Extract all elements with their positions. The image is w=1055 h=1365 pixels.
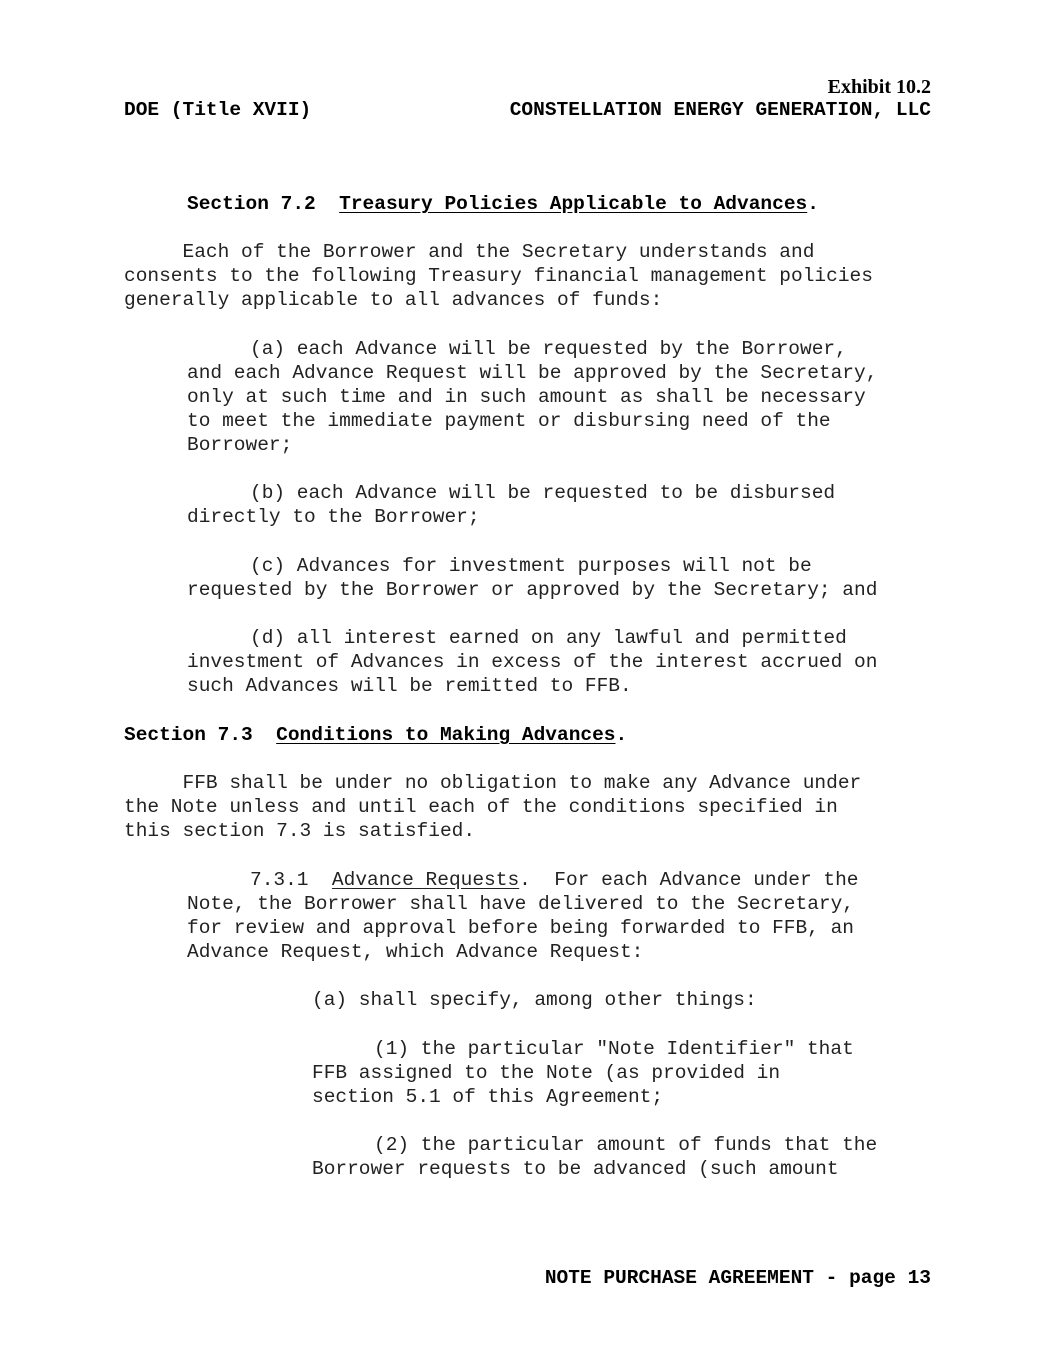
item-a-line: and each Advance Request will be approved by the Secretary, [187, 362, 878, 384]
subsection-7-3-1-line: Advance Request, which Advance Request: [187, 941, 644, 963]
section-7-2-number: Section 7.2 [187, 193, 316, 215]
section-7-2-heading: Section 7.2 Treasury Policies Applicable to Advances. [187, 193, 819, 215]
item-d-line: investment of Advances in excess of the interest accrued on [187, 651, 878, 673]
section-7-2-intro-line: generally applicable to all advances of funds: [124, 289, 663, 311]
item-d-line: such Advances will be remitted to FFB. [187, 675, 632, 697]
request-item-2-line: (2) the particular amount of funds that the [374, 1134, 878, 1156]
subsection-7-3-1-first-line-rest: . For each Advance under the [519, 869, 859, 891]
request-item-1-line: section 5.1 of this Agreement; [312, 1086, 664, 1108]
section-7-3-intro-line: this section 7.3 is satisfied. [124, 820, 476, 842]
request-item-1-line: (1) the particular "Note Identifier" that [374, 1038, 854, 1060]
subsection-7-3-1-line: Note, the Borrower shall have delivered to the Secretary, [187, 893, 855, 915]
exhibit-label: Exhibit 10.2 [827, 76, 931, 98]
request-item-1-line: FFB assigned to the Note (as provided in [312, 1062, 781, 1084]
section-7-2-intro-line: Each of the Borrower and the Secretary understands and [124, 241, 815, 263]
item-b-line: (b) each Advance will be requested to be disbursed [250, 482, 836, 504]
item-a-line: (a) each Advance will be requested by the Borrower, [250, 338, 847, 360]
subsection-7-3-1-first-line [250, 868, 859, 892]
item-b-line: directly to the Borrower; [187, 506, 480, 528]
section-7-3-intro-line: FFB shall be under no obligation to make any Advance under [124, 772, 862, 794]
request-item-2-line: Borrower requests to be advanced (such amount [312, 1158, 839, 1180]
subsection-7-3-1-line: for review and approval before being forwarded to FFB, an [187, 917, 855, 939]
header-left: DOE (Title XVII) [124, 99, 312, 121]
page-footer: NOTE PURCHASE AGREEMENT - page 13 [544, 1267, 931, 1289]
section-7-2-title: Treasury Policies Applicable to Advances [339, 193, 808, 215]
section-7-3-number: Section 7.3 [124, 724, 253, 746]
item-a-line: only at such time and in such amount as shall be necessary [187, 386, 866, 408]
section-7-3-title: Conditions to Making Advances [276, 724, 616, 746]
header-company: CONSTELLATION ENERGY GENERATION, LLC [509, 99, 931, 121]
item-a-line: to meet the immediate payment or disbursing need of the [187, 410, 831, 432]
item-c-line: requested by the Borrower or approved by the Secretary; and [187, 579, 878, 601]
item-a-line: Borrower; [187, 434, 293, 456]
subsection-7-3-1-number: 7.3.1 [250, 869, 309, 891]
item-d-line: (d) all interest earned on any lawful and permitted [250, 627, 847, 649]
section-7-3-intro-line: the Note unless and until each of the conditions specified in [124, 796, 838, 818]
subsection-7-3-1-title: Advance Requests [331, 869, 520, 891]
item-c-line: (c) Advances for investment purposes will not be [250, 555, 812, 577]
section-7-3-heading: Section 7.3 Conditions to Making Advances. [124, 724, 628, 746]
section-7-2-intro-line: consents to the following Treasury financial management policies [124, 265, 873, 287]
request-item-a: (a) shall specify, among other things: [312, 989, 757, 1011]
